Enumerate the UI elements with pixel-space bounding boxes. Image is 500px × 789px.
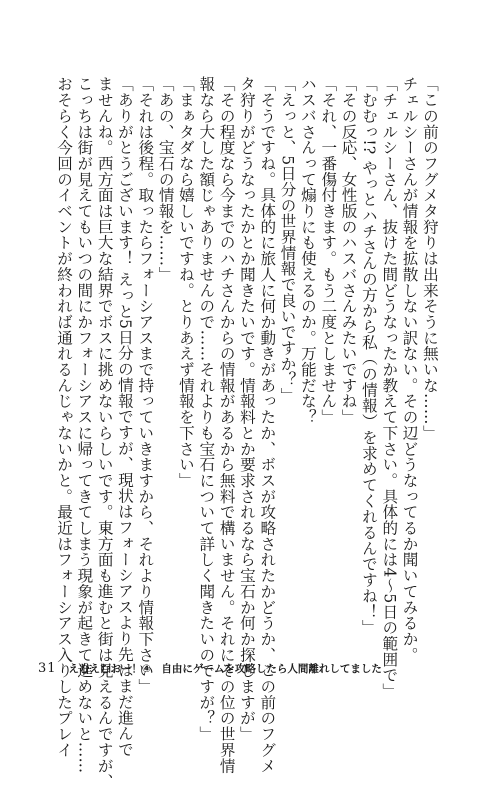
text-line: 「チェルシーさん、抜けた間どうなったか教えて下さい。具体的には4〜5日の範囲で」: [380, 76, 399, 699]
text-line: おそらく今回のイベントが終われば通れるんじゃないかと。最近はフォーシアス入りしたプレイ: [55, 76, 73, 758]
text-line: 「ありがとうございます！ えっと5日分の情報ですが、現状はフォーシアスより先はまだ進んで: [115, 76, 134, 758]
text-line: チェルシーさんが情報を拡散しない訳ない。その辺どうなってるか聞いてみるか。: [400, 76, 419, 663]
text-line: 「えっと、5日分の世界情報で良いですか？」: [278, 76, 297, 404]
text-line: 「それは後程。取ったらフォーシアスまで持っていきますから、それより情報下さい」: [136, 76, 155, 695]
text-line: 「その反応、女性版のハスバさんみたいですね」: [339, 76, 358, 425]
text-line: 「そうですね。具体的に旅人に何か動きがあったか、ボスが攻略されたかどうか、この前のフグメ: [258, 76, 277, 774]
text-line: 「それ、一番傷付きます。もう二度としません」: [319, 76, 338, 425]
text-line: 「その程度なら今までのハチさんからの情報があるから無料で構いません。それにその位の世界情: [217, 76, 236, 774]
page-footer: [38, 661, 382, 676]
text-line: タ狩りがどうなったかとか聞きたいです。情報料とか要求されるなら宝石か何か探しますが」: [237, 76, 256, 742]
text-line: 「あの、宝石の情報を……」: [156, 76, 175, 283]
text-line: ハスバさんって煽りにも使えるのか。万能だな？: [298, 76, 317, 425]
text-line: 報なら大した額じゃありませんので……それよりも宝石について詳しく聞きたいのですが？」: [197, 76, 216, 742]
page-number: 31: [38, 661, 57, 676]
text-line: ませんね。西方面は巨大な結界でボスに挑めないらしいです。東方面も進むと街は見えるんですが、: [95, 76, 114, 789]
text-line: こっちは街が見えてもいつの間にかフォーシアスに帰ってきてしまう現象が起きて進めないと……: [75, 76, 94, 774]
text-line: 「この前のフグメタ狩りは出来そうに無いな……」: [420, 76, 439, 441]
text-line: 「まぁタダなら嬉しいですね。とりあえず情報を下さい」: [176, 76, 195, 489]
text-line: 「むむっ!? やっとハチさんの方から私（の情報）を求めてくれるんですね！」: [359, 76, 378, 636]
book-title: えむえむおー！④ 自由にゲームを攻略したら人間離れしてました: [68, 663, 382, 675]
